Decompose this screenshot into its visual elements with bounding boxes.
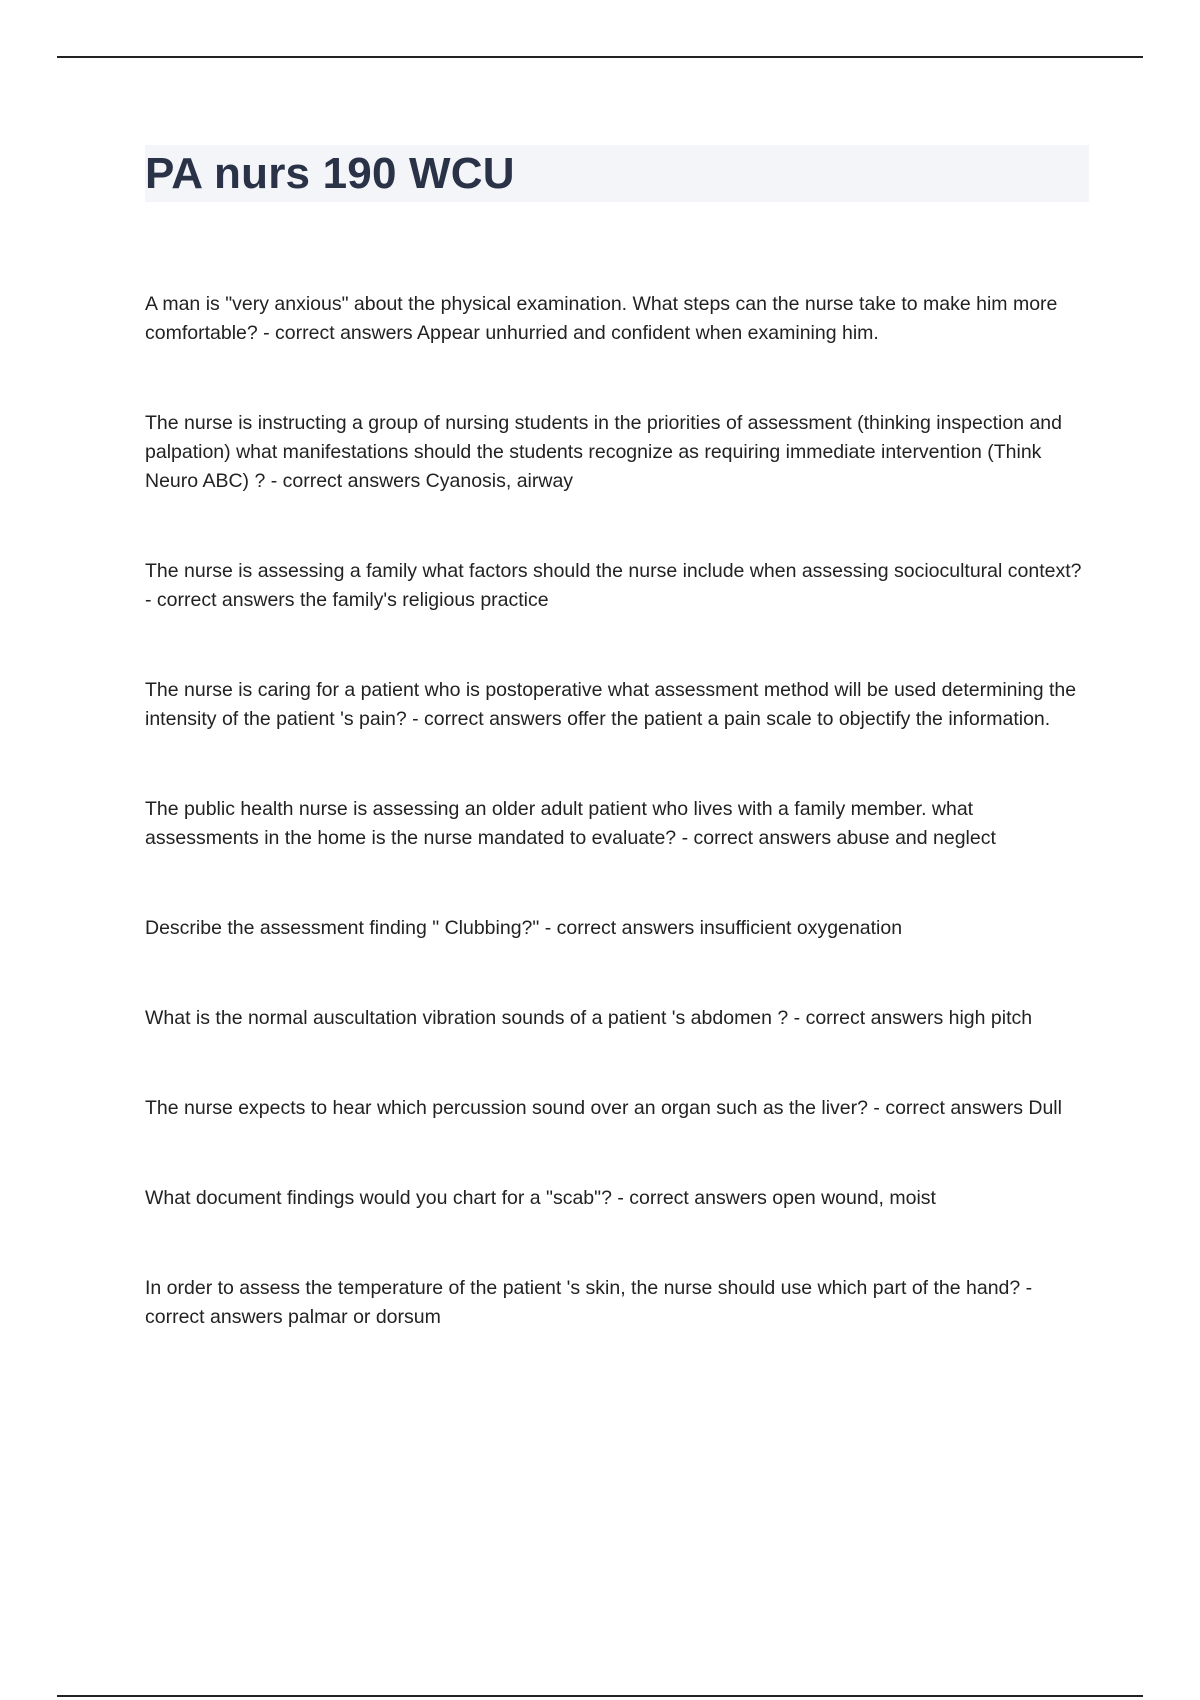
qa-item: Describe the assessment finding " Clubbing?" - correct answers insufficient oxygenation bbox=[145, 917, 903, 939]
qa-item: What is the normal auscultation vibration sounds of a patient 's abdomen ? - correct answers high pitch bbox=[145, 1007, 1033, 1029]
qa-item: The nurse expects to hear which percussion sound over an organ such as the liver? - correct answers Dull bbox=[145, 1097, 1062, 1119]
page-title: PA nurs 190 WCU bbox=[145, 149, 515, 198]
qa-item: A man is "very anxious" about the physical examination. What steps can the nurse take to make him more comfortable? - correct answers Appear unhurried and confident when examining him. bbox=[145, 293, 1058, 344]
question-answer-list bbox=[145, 290, 1090, 1332]
qa-item: The nurse is caring for a patient who is postoperative what assessment method will be used determining the intensity of the patient 's pain? - correct answers offer the patient a pain scale to objectify the information. bbox=[145, 679, 1077, 730]
footer-rule bbox=[57, 1695, 1143, 1697]
qa-item: In order to assess the temperature of the patient 's skin, the nurse should use which part of the hand? - correct answers palmar or dorsum bbox=[145, 1277, 1033, 1328]
qa-item: The nurse is instructing a group of nursing students in the priorities of assessment (thinking inspection and palpation) what manifestations should the students recognize as requiring immediate intervention (Think Neuro ABC) ? - correct answers Cyanosis, airway bbox=[145, 412, 1062, 492]
qa-item: The nurse is assessing a family what factors should the nurse include when assessing sociocultural context? - correct answers the family's religious practice bbox=[145, 560, 1082, 611]
header-rule bbox=[57, 56, 1143, 58]
qa-item: What document findings would you chart for a "scab"? - correct answers open wound, moist bbox=[145, 1187, 936, 1209]
qa-item: The public health nurse is assessing an older adult patient who lives with a family member. what assessments in the home is the nurse mandated to evaluate? - correct answers abuse and neglect bbox=[145, 798, 996, 849]
